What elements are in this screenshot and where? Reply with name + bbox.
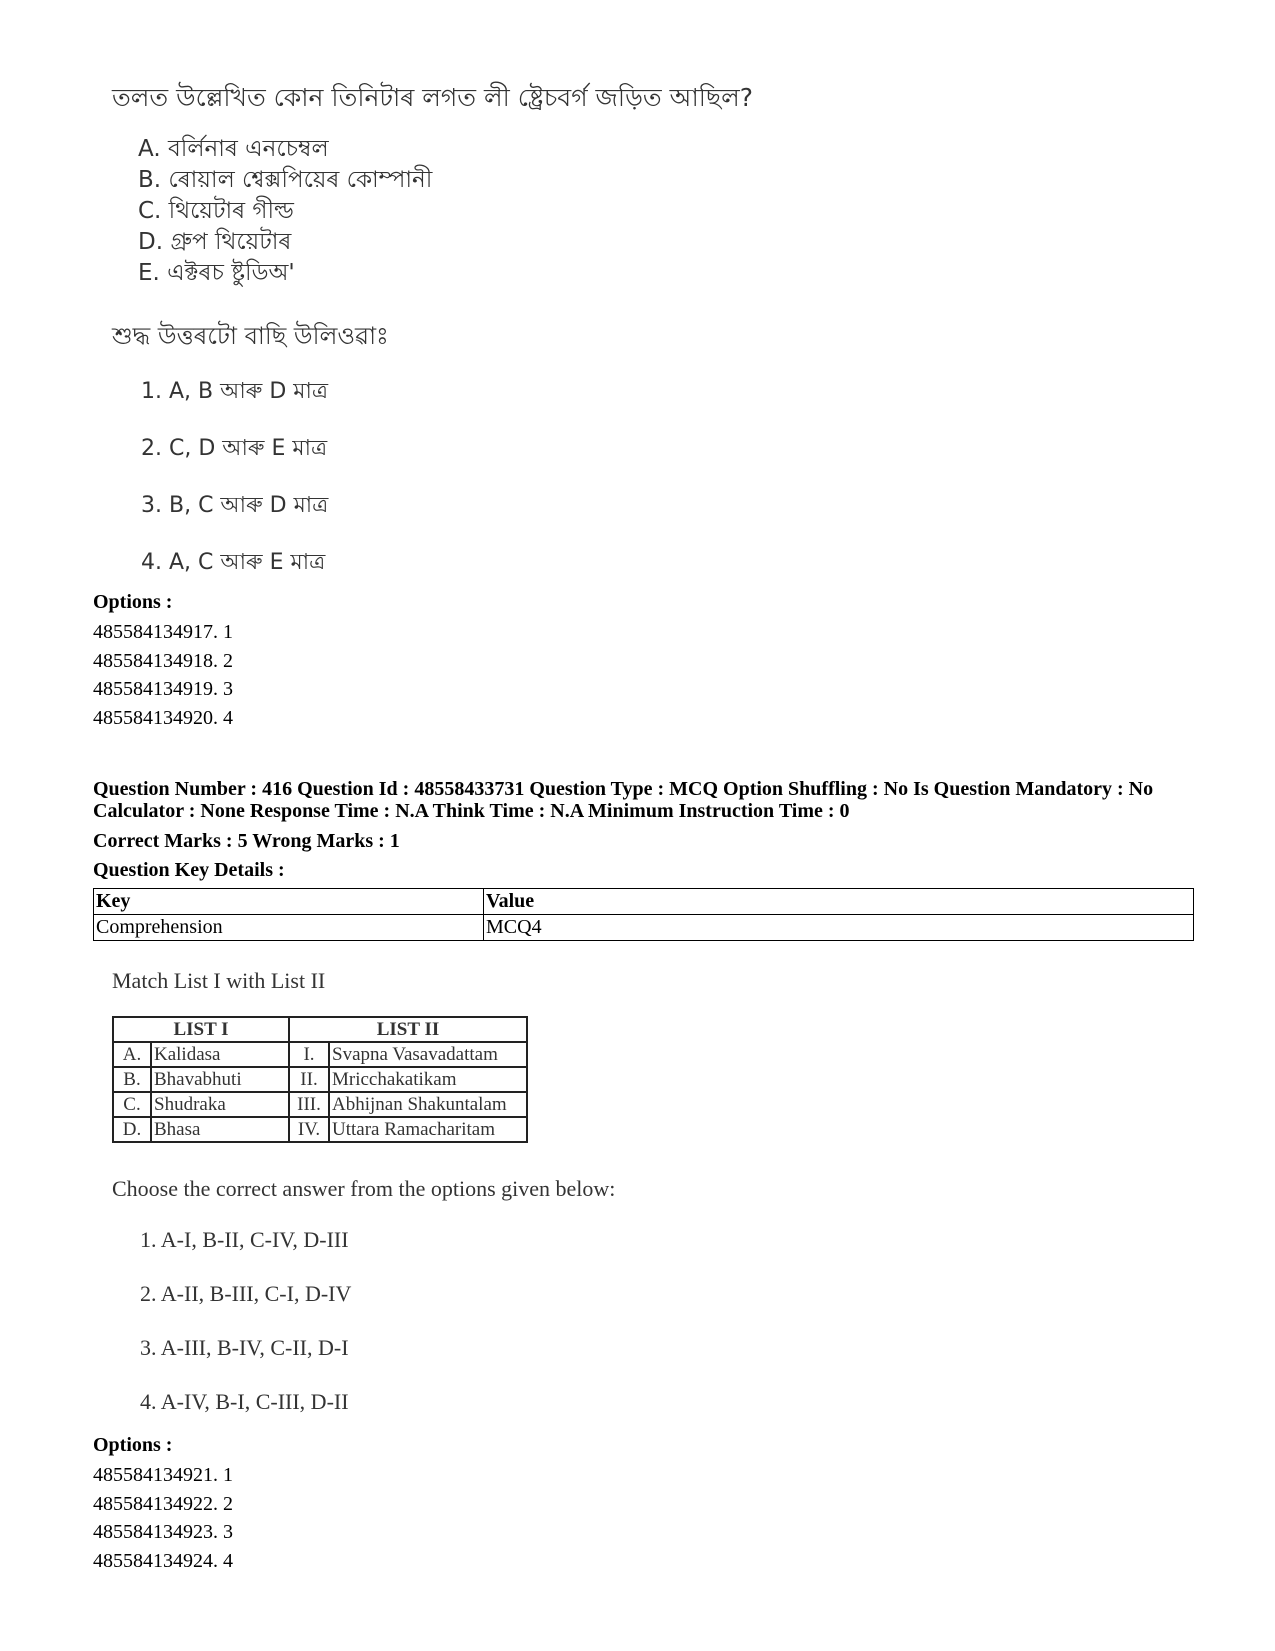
key-details-table — [93, 888, 1194, 941]
table-cell: II. — [289, 1067, 329, 1092]
question-marks: Correct Marks : 5 Wrong Marks : 1 — [93, 830, 400, 852]
table-header-cell: LIST I — [113, 1017, 289, 1042]
answer-choice: 4. A-IV, B-I, C-III, D-II — [140, 1389, 349, 1414]
question-instruction: Choose the correct answer from the options given below: — [112, 1176, 616, 1201]
table-cell: Kalidasa — [151, 1042, 289, 1067]
table-cell: Comprehension — [94, 915, 484, 941]
question-meta: Question Number : 416 Question Id : 48558433731 Question Type : MCQ Option Shuffling : No Is Question Mandatory : No Calculator : None Response Time : N.A Think Time : N.A Minimum Instruction Time : 0 — [93, 778, 1154, 822]
table-cell: Bhasa — [151, 1117, 289, 1142]
answer-choice: 4. A, C আৰু E মাত্ৰ — [141, 550, 326, 575]
table-cell: III. — [289, 1092, 329, 1117]
answer-choice: 1. A-I, B-II, C-IV, D-III — [140, 1227, 349, 1252]
statement-list — [138, 134, 432, 289]
table-row — [113, 1092, 527, 1117]
question-stem: তলত উল্লেখিত কোন তিনিটাৰ লগত লী ষ্ট্রেচবর্গ জড়িত আছিল? — [112, 83, 753, 112]
table-cell: B. — [113, 1067, 151, 1092]
statement-item: A. বর্লিনাৰ এনচেম্বল — [138, 136, 329, 162]
table-cell: I. — [289, 1042, 329, 1067]
table-cell: Bhavabhuti — [151, 1067, 289, 1092]
table-header-cell: Value — [484, 889, 1194, 915]
statement-item: D. গ্ৰুপ থিয়েটাৰ — [138, 229, 292, 255]
option-id: 485584134918. 2 — [93, 649, 233, 672]
table-cell: Svapna Vasavadattam — [329, 1042, 527, 1067]
table-cell: D. — [113, 1117, 151, 1142]
option-id: 485584134922. 2 — [93, 1492, 233, 1515]
table-header-row — [113, 1017, 527, 1042]
option-id: 485584134921. 1 — [93, 1464, 233, 1486]
table-cell: Abhijnan Shakuntalam — [329, 1092, 527, 1117]
answer-choice: 3. A-III, B-IV, C-II, D-I — [140, 1335, 349, 1360]
table-cell: IV. — [289, 1117, 329, 1142]
answer-choice: 1. A, B আৰু D মাত্ৰ — [141, 379, 329, 404]
table-row — [113, 1067, 527, 1092]
option-id: 485584134917. 1 — [93, 621, 233, 643]
options-heading: Options : — [93, 1434, 173, 1456]
statement-item: C. থিয়েটাৰ গীল্ড — [138, 198, 294, 224]
table-row — [94, 915, 1194, 941]
option-id: 485584134920. 4 — [93, 706, 233, 729]
match-table — [112, 1016, 528, 1143]
table-cell: A. — [113, 1042, 151, 1067]
table-cell: C. — [113, 1092, 151, 1117]
answer-choice: 3. B, C আৰু D মাত্ৰ — [141, 493, 329, 518]
table-cell: MCQ4 — [484, 915, 1194, 941]
option-id: 485584134924. 4 — [93, 1549, 233, 1572]
options-list — [93, 618, 233, 732]
question-instruction: শুদ্ধ উত্তৰটো বাছি উলিওৱাঃ — [112, 322, 389, 350]
table-header-cell: Key — [94, 889, 484, 915]
table-header-row — [94, 889, 1194, 915]
table-row — [113, 1117, 527, 1142]
table-row — [113, 1042, 527, 1067]
options-heading: Options : — [93, 591, 173, 613]
option-id: 485584134923. 3 — [93, 1521, 233, 1544]
question-stem: Match List I with List II — [112, 968, 326, 993]
statement-item: E. এক্টৰচ ষ্টুডিঅ' — [138, 260, 295, 286]
option-id: 485584134919. 3 — [93, 678, 233, 701]
table-cell: Shudraka — [151, 1092, 289, 1117]
table-cell: Mricchakatikam — [329, 1067, 527, 1092]
answer-choice: 2. A-II, B-III, C-I, D-IV — [140, 1281, 352, 1306]
options-list — [93, 1461, 233, 1575]
table-cell: Uttara Ramacharitam — [329, 1117, 527, 1142]
answer-choice: 2. C, D আৰু E মাত্ৰ — [141, 436, 328, 461]
statement-item: B. ৰোয়াল শ্বেক্সপিয়েৰ কোম্পানী — [138, 167, 433, 193]
key-details-heading: Question Key Details : — [93, 859, 285, 881]
table-header-cell: LIST II — [289, 1017, 527, 1042]
